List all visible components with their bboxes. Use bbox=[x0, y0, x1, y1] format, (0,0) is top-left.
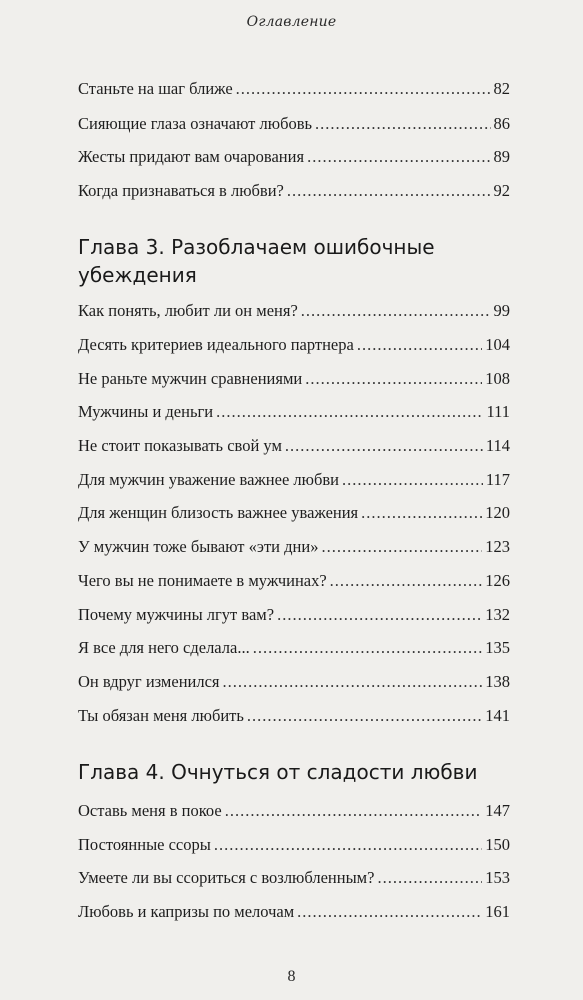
toc-entry-page: 147 bbox=[485, 801, 510, 820]
dot-leader bbox=[225, 800, 483, 822]
toc-entry-title: Как понять, любит ли он меня? bbox=[78, 301, 298, 320]
toc-entry-page: 123 bbox=[485, 537, 510, 556]
toc-entry bbox=[78, 901, 510, 923]
page-number: 8 bbox=[287, 968, 296, 985]
chapter-heading-line: Глава 3. Разоблачаем ошибочные bbox=[78, 235, 435, 259]
toc-entry-title: Постоянные ссоры bbox=[78, 835, 211, 854]
chapter-heading bbox=[78, 233, 510, 289]
toc-entry bbox=[78, 180, 510, 202]
dot-leader bbox=[307, 146, 490, 168]
toc-entry-title: У мужчин тоже бывают «эти дни» bbox=[78, 537, 319, 556]
toc-entry-page: 114 bbox=[485, 436, 510, 455]
toc-entry-title: Умеете ли вы ссориться с возлюбленным? bbox=[78, 868, 375, 887]
toc-entry-title: Сияющие глаза означают любовь bbox=[78, 114, 313, 133]
toc-entry-page: 161 bbox=[485, 902, 510, 921]
dot-leader bbox=[321, 536, 482, 558]
toc-entry bbox=[78, 834, 510, 856]
toc-entry-page: 92 bbox=[493, 181, 510, 200]
toc-entry bbox=[78, 300, 510, 322]
toc-entry bbox=[78, 146, 510, 168]
toc-entry bbox=[78, 705, 510, 727]
running-header: Оглавление bbox=[246, 14, 337, 30]
toc-entry bbox=[78, 368, 510, 390]
dot-leader bbox=[315, 113, 490, 135]
toc-entry-page: 126 bbox=[485, 571, 510, 590]
toc-entry-page: 150 bbox=[485, 835, 510, 854]
toc-entry-page: 135 bbox=[485, 638, 510, 657]
toc-entry-page: 82 bbox=[493, 79, 510, 98]
toc-entry-title: Для женщин близость важнее уважения bbox=[78, 503, 359, 522]
toc-entry-page: 104 bbox=[485, 335, 510, 354]
toc-entry-title: Когда признаваться в любви? bbox=[78, 181, 284, 200]
toc-entry-title: Станьте на шаг ближе bbox=[78, 79, 233, 98]
toc-entry-title: Чего вы не понимаете в мужчинах? bbox=[78, 571, 327, 590]
toc-entry-title: Жесты придают вам очарования bbox=[78, 147, 305, 166]
dot-leader bbox=[305, 368, 482, 390]
dot-leader bbox=[357, 334, 482, 356]
toc-entry-title: Ты обязан меня любить bbox=[78, 706, 244, 725]
toc-entry bbox=[78, 570, 510, 592]
toc-entry-title: Оставь меня в покое bbox=[78, 801, 222, 820]
dot-leader bbox=[297, 901, 482, 923]
toc-entry-title: Он вдруг изменился bbox=[78, 672, 220, 691]
toc-entry bbox=[78, 78, 510, 100]
toc-entry-page: 120 bbox=[485, 503, 510, 522]
toc-entry bbox=[78, 604, 510, 626]
toc-entry-title: Десять критериев идеального партнера bbox=[78, 335, 354, 354]
dot-leader bbox=[223, 671, 483, 693]
toc-entry bbox=[78, 469, 510, 491]
toc-entry-title: Мужчины и деньги bbox=[78, 402, 214, 421]
toc-entry bbox=[78, 867, 510, 889]
dot-leader bbox=[330, 570, 483, 592]
dot-leader bbox=[287, 180, 491, 202]
dot-leader bbox=[216, 401, 483, 423]
toc-entry-page: 153 bbox=[485, 868, 510, 887]
dot-leader bbox=[214, 834, 482, 856]
toc-entry-title: Любовь и капризы по мелочам bbox=[78, 902, 295, 921]
toc-entry-title: Для мужчин уважение важнее любви bbox=[78, 470, 339, 489]
toc-entry bbox=[78, 536, 510, 558]
toc-entry-page: 141 bbox=[485, 706, 510, 725]
dot-leader bbox=[277, 604, 482, 626]
dot-leader bbox=[361, 502, 482, 524]
toc-entry bbox=[78, 502, 510, 524]
toc-entry-page: 86 bbox=[493, 114, 510, 133]
dot-leader bbox=[285, 435, 483, 457]
dot-leader bbox=[342, 469, 483, 491]
toc-entry bbox=[78, 113, 510, 135]
dot-leader bbox=[377, 867, 482, 889]
toc-entry-page: 99 bbox=[493, 301, 510, 320]
dot-leader bbox=[236, 78, 491, 100]
dot-leader bbox=[247, 705, 482, 727]
toc-entry-page: 108 bbox=[485, 369, 510, 388]
toc-entry-page: 132 bbox=[485, 605, 510, 624]
toc-entry-title: Не стоит показывать свой ум bbox=[78, 436, 282, 455]
toc-entry-page: 111 bbox=[486, 402, 510, 421]
toc-entry bbox=[78, 435, 510, 457]
toc-entry bbox=[78, 637, 510, 659]
dot-leader bbox=[301, 300, 491, 322]
toc-entry-title: Я все для него сделала... bbox=[78, 638, 250, 657]
toc-entry-title: Почему мужчины лгут вам? bbox=[78, 605, 275, 624]
toc-entry bbox=[78, 334, 510, 356]
chapter-heading-line: Глава 4. Очнуться от сладости любви bbox=[78, 760, 478, 784]
chapter-heading bbox=[78, 758, 510, 786]
chapter-heading-line: убеждения bbox=[78, 263, 197, 287]
dot-leader bbox=[253, 637, 483, 659]
toc-entry-page: 89 bbox=[493, 147, 510, 166]
toc-entry-page: 138 bbox=[485, 672, 510, 691]
toc-entry-title: Не раньте мужчин сравнениями bbox=[78, 369, 303, 388]
toc-entry bbox=[78, 671, 510, 693]
toc-entry bbox=[78, 401, 510, 423]
toc-entry bbox=[78, 800, 510, 822]
toc-entry-page: 117 bbox=[485, 470, 510, 489]
